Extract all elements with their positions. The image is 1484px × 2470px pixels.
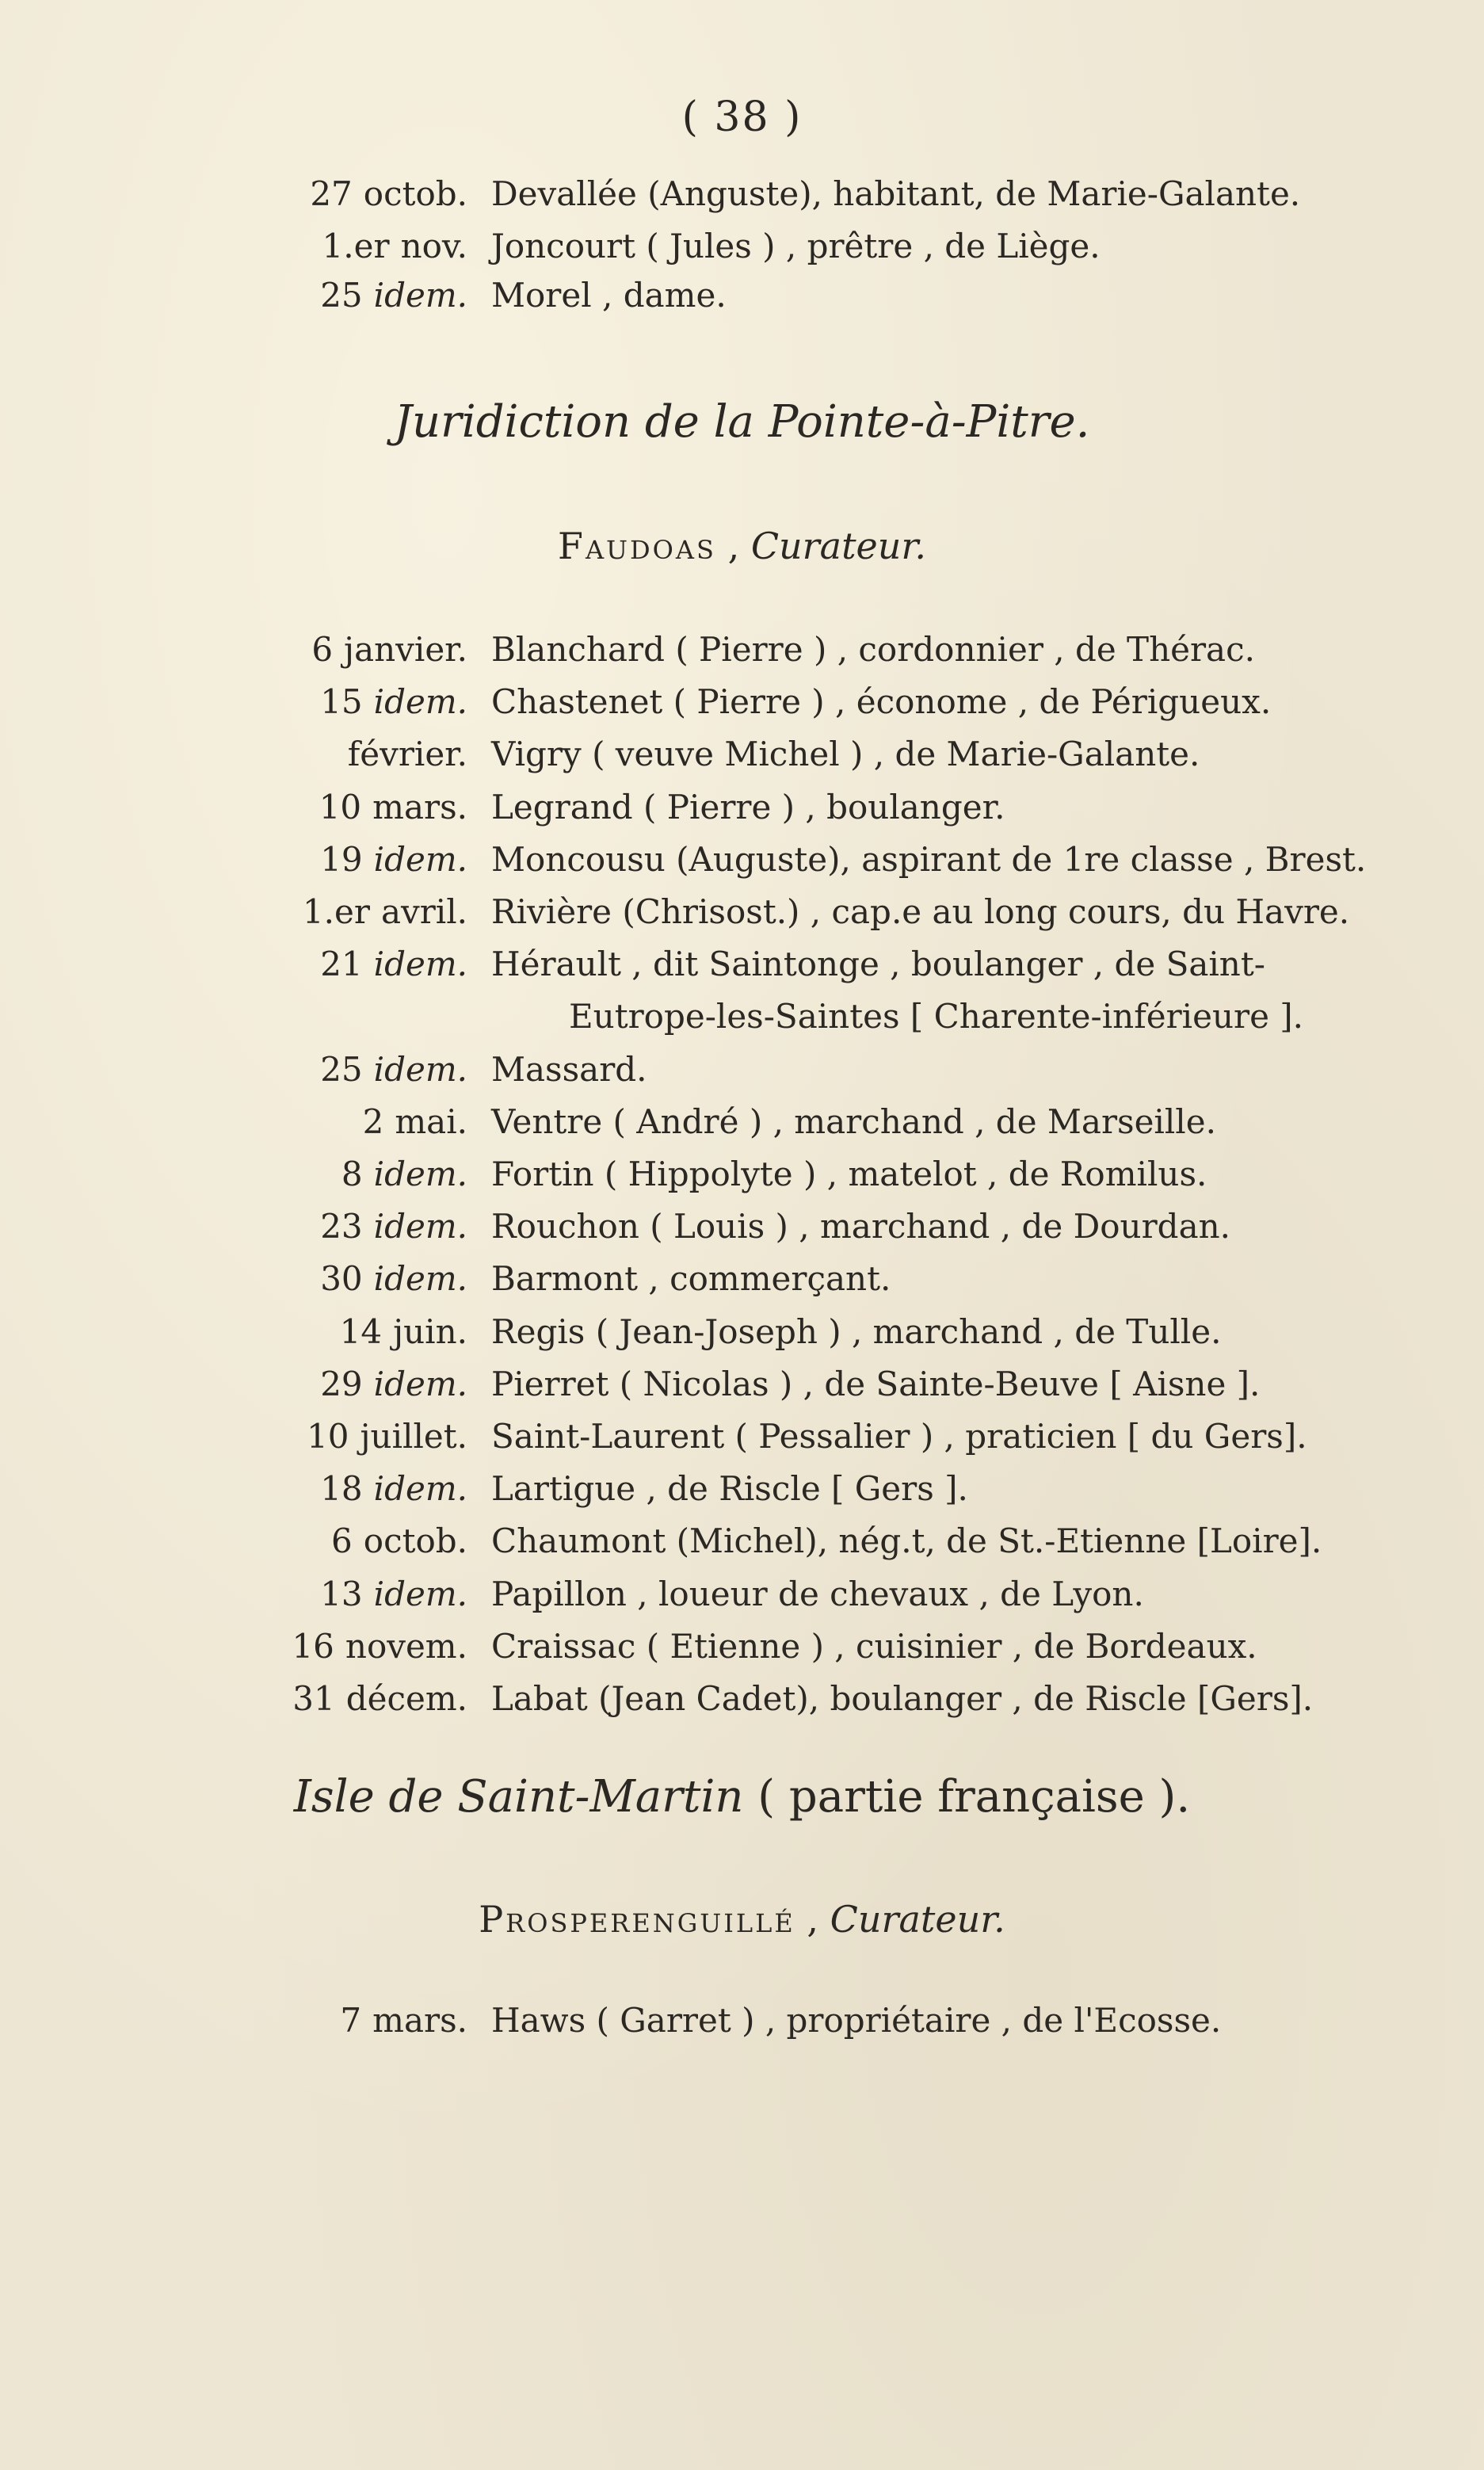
section-heading-pointe-a-pitre: Juridiction de la Pointe-à-Pitre.: [394, 396, 1090, 448]
entry-date: 23 idem.: [320, 1207, 467, 1246]
entry-text: Fortin ( Hippolyte ) , matelot , de Romilus.: [491, 1155, 1207, 1193]
entry-date: 1.er avril.: [302, 892, 467, 931]
entry-text: Morel , dame.: [491, 276, 727, 315]
curator-name: Prosperenguillé: [479, 1898, 795, 1941]
entry-text: Craissac ( Etienne ) , cuisinier , de Bordeaux.: [491, 1627, 1257, 1666]
register-entry: [0, 1259, 1484, 1307]
register-entry: [0, 1679, 1484, 1727]
entry-text: Rouchon ( Louis ) , marchand , de Dourdan.: [491, 1207, 1231, 1246]
entry-date: février.: [347, 735, 467, 773]
register-entry: [0, 227, 1484, 274]
register-entry: [0, 1521, 1484, 1569]
register-entry: [0, 1102, 1484, 1150]
entry-date: 8 idem.: [341, 1155, 467, 1193]
entry-date: 21 idem.: [320, 945, 467, 983]
entry-date: 25 idem.: [320, 1050, 467, 1089]
register-entry: [0, 945, 1484, 1036]
entry-date: 7 mars.: [340, 2001, 467, 2040]
entry-text: Barmont , commerçant.: [491, 1259, 891, 1298]
entry-text: Chaumont (Michel), nég.t, de St.-Etienne [Loire].: [491, 1521, 1322, 1560]
entry-date: 6 janvier.: [311, 630, 467, 669]
section-heading-saint-martin: [0, 1771, 1484, 1823]
entry-text: Vigry ( veuve Michel ) , de Marie-Galante.: [491, 735, 1200, 773]
entry-text: Moncousu (Auguste), aspirant de 1re classe , Brest.: [491, 840, 1367, 879]
register-entry: [0, 1365, 1484, 1412]
register-entry: [0, 840, 1484, 888]
register-entry: [0, 1050, 1484, 1098]
register-entry: [0, 2001, 1484, 2048]
entry-date: 16 novem.: [292, 1627, 467, 1666]
register-entry: [0, 1155, 1484, 1202]
entry-text: Pierret ( Nicolas ) , de Sainte-Beuve [ Aisne ].: [491, 1365, 1261, 1403]
entry-date: 10 juillet.: [307, 1417, 467, 1456]
entry-text: Hérault , dit Saintonge , boulanger , de Saint-: [491, 945, 1265, 983]
heading-italic-part: Isle de Saint-Martin: [293, 1771, 744, 1823]
register-entry: [0, 1312, 1484, 1360]
entry-date: 10 mars.: [319, 788, 467, 827]
entry-date: 14 juin.: [339, 1312, 467, 1351]
entry-date: 15 idem.: [320, 682, 467, 721]
entry-date: 6 octob.: [331, 1521, 467, 1560]
entry-text: Blanchard ( Pierre ) , cordonnier , de Thérac.: [491, 630, 1255, 669]
entry-text: Rivière (Chrisost.) , cap.e au long cours, du Havre.: [491, 892, 1350, 931]
register-entry: [0, 892, 1484, 940]
entry-text: Regis ( Jean-Joseph ) , marchand , de Tulle.: [491, 1312, 1222, 1351]
register-entry: [0, 1469, 1484, 1517]
page-number: ( 38 ): [681, 94, 803, 141]
register-entry: [0, 1207, 1484, 1254]
entry-date: 2 mai.: [362, 1102, 467, 1141]
register-entry: [0, 174, 1484, 222]
register-entry: [0, 1417, 1484, 1464]
entry-text: Papillon , loueur de chevaux , de Lyon.: [491, 1575, 1144, 1613]
entry-date: 1.er nov.: [322, 227, 467, 265]
entry-date: 30 idem.: [320, 1259, 467, 1298]
entry-date: 27 octob.: [310, 174, 467, 213]
curator-line: Faudoas , Curateur.: [558, 525, 926, 567]
register-entry: [0, 788, 1484, 835]
register-entry: [0, 276, 1484, 323]
entry-text: Massard.: [491, 1050, 647, 1089]
entry-text: Devallée (Anguste), habitant, de Marie-Galante.: [491, 174, 1301, 213]
register-entry: [0, 682, 1484, 730]
register-entry: [0, 630, 1484, 678]
register-entry: [0, 1627, 1484, 1674]
heading-upright-part: ( partie française ).: [757, 1771, 1191, 1823]
entry-text: Lartigue , de Riscle [ Gers ].: [491, 1469, 968, 1508]
entry-text: Labat (Jean Cadet), boulanger , de Riscle [Gers].: [491, 1679, 1314, 1718]
entry-text: Joncourt ( Jules ) , prêtre , de Liège.: [491, 227, 1101, 265]
entry-text: Chastenet ( Pierre ) , économe , de Périgueux.: [491, 682, 1272, 721]
entry-date: 31 décem.: [292, 1679, 467, 1718]
curator-name: Faudoas: [558, 525, 716, 567]
entry-continuation: Eutrope-les-Saintes [ Charente-inférieure ].: [569, 997, 1304, 1036]
entry-text: Haws ( Garret ) , propriétaire , de l'Ecosse.: [491, 2001, 1222, 2040]
entry-text: Saint-Laurent ( Pessalier ) , praticien [ du Gers].: [491, 1417, 1307, 1456]
entry-date: 25 idem.: [320, 276, 467, 315]
curator-title: Curateur.: [750, 525, 926, 567]
register-entry: [0, 1575, 1484, 1622]
entry-date: 19 idem.: [320, 840, 467, 879]
entry-date: 13 idem.: [320, 1575, 467, 1613]
entry-date: 29 idem.: [320, 1365, 467, 1403]
curator-title: Curateur.: [830, 1898, 1005, 1941]
curator-line: Prosperenguillé , Curateur.: [479, 1898, 1005, 1941]
register-entry: [0, 735, 1484, 782]
entry-text: Ventre ( André ) , marchand , de Marseille.: [491, 1102, 1216, 1141]
entry-text: Legrand ( Pierre ) , boulanger.: [491, 788, 1005, 827]
entry-date: 18 idem.: [320, 1469, 467, 1508]
